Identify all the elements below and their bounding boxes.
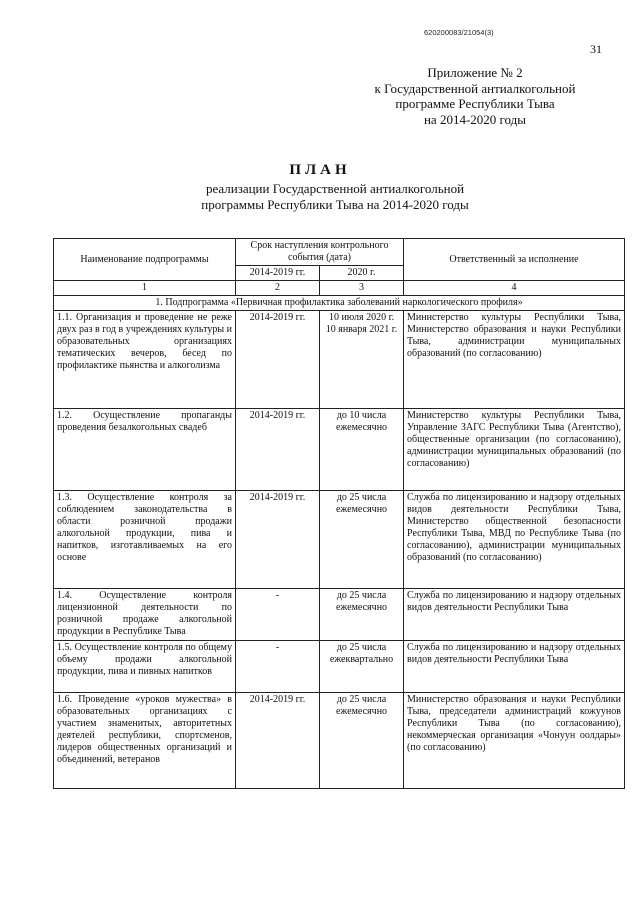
- document-title: ПЛАН: [289, 162, 351, 178]
- header-year-2020: 2020 г.: [320, 266, 404, 281]
- row-date-2020: до 10 числа ежемесячно: [320, 409, 404, 491]
- table-header-row: [54, 239, 625, 266]
- document-subtitle: [150, 181, 520, 213]
- row-responsible: Министерство образования и науки Республики Тыва, председатели администраций кожуунов Республики Тыва (по согласованию), некоммерческая организация «Чонуун оолдары» (по согласованию): [404, 693, 625, 789]
- table-row: [54, 491, 625, 589]
- date-value: 10 июля 2020 г.: [328, 312, 395, 323]
- row-period: -: [236, 589, 320, 641]
- table-row: [54, 641, 625, 693]
- section-row: [54, 296, 625, 311]
- row-name: 1.3. Осуществление контроля за соблюдением законодательства в области розничной продажи алкогольной продукции, пива и напитков, изготавливаемых на его основе: [54, 491, 236, 589]
- row-responsible: Министерство культуры Республики Тыва, Управление ЗАГС Республики Тыва (Агентство), общественные организации (по согласованию), администрации муниципальных образований (по согласованию): [404, 409, 625, 491]
- row-period: 2014-2019 гг.: [236, 693, 320, 789]
- row-period: 2014-2019 гг.: [236, 409, 320, 491]
- subtitle-line: реализации Государственной антиалкогольной: [205, 181, 465, 196]
- row-responsible: Служба по лицензированию и надзору отдельных видов деятельности Республики Тыва: [404, 589, 625, 641]
- header-period-2014-2019: 2014-2019 гг.: [236, 266, 320, 281]
- row-period: 2014-2019 гг.: [236, 311, 320, 409]
- row-name: 1.1. Организация и проведение не реже двух раз в год в учреждениях культуры и образовательных организациях тематических вечеров, бесед по профилактике пьянства и алкоголизма: [54, 311, 236, 409]
- row-period: -: [236, 641, 320, 693]
- section-title: 1. Подпрограмма «Первичная профилактика заболеваний наркологического профиля»: [54, 296, 625, 311]
- header-deadline: Срок наступления контрольного события (дата): [236, 239, 404, 266]
- row-date-2020: до 25 числа ежемесячно: [320, 693, 404, 789]
- page-number: 31: [590, 42, 602, 56]
- column-number: 1: [54, 281, 236, 296]
- column-number: 2: [236, 281, 320, 296]
- table-row: [54, 409, 625, 491]
- column-number: 4: [404, 281, 625, 296]
- row-name: 1.5. Осуществление контроля по общему объему продажи алкогольной продукции, пива и пивных напитков: [54, 641, 236, 693]
- column-number-row: [54, 281, 625, 296]
- table-row: [54, 311, 625, 409]
- header-responsible: Ответственный за исполнение: [404, 239, 625, 281]
- appendix-line: Приложение № 2: [427, 65, 523, 80]
- row-name: 1.2. Осуществление пропаганды проведения безалкогольных свадеб: [54, 409, 236, 491]
- date-value: 10 января 2021 г.: [325, 324, 398, 335]
- row-responsible: Министерство культуры Республики Тыва, Министерство образования и науки Республики Тыва, администрации муниципальных образований (по согласованию): [404, 311, 625, 409]
- subtitle-line: программы Республики Тыва на 2014-2020 годы: [201, 197, 469, 212]
- table-row: [54, 589, 625, 641]
- row-name: 1.6. Проведение «уроков мужества» в образовательных организациях с участием знаменитых, авторитетных деятелей республики, спортсменов, лидеров общественных организаций и объединений, ветеранов: [54, 693, 236, 789]
- row-date-2020: до 25 числа ежемесячно: [320, 491, 404, 589]
- row-responsible: Служба по лицензированию и надзору отдельных видов деятельности Республики Тыва: [404, 641, 625, 693]
- column-number: 3: [320, 281, 404, 296]
- appendix-line: программе Республики Тыва: [395, 96, 555, 111]
- appendix-line: на 2014-2020 годы: [423, 111, 527, 127]
- row-name: 1.4. Осуществление контроля лицензионной деятельности по розничной продаже алкогольной продукции в Республике Тыва: [54, 589, 236, 641]
- row-period: 2014-2019 гг.: [236, 491, 320, 589]
- appendix-caption: [340, 65, 610, 127]
- table-row: [54, 693, 625, 789]
- row-date-2020: до 25 числа ежеквартально: [320, 641, 404, 693]
- appendix-line: к Государственной антиалкогольной: [374, 80, 576, 96]
- header-subprogram-name: Наименование подпрограммы: [54, 239, 236, 281]
- document-number: 620200083/21054(3): [424, 28, 494, 37]
- row-date-2020: до 25 числа ежемесячно: [320, 589, 404, 641]
- row-date-2020: [320, 311, 404, 409]
- row-responsible: Служба по лицензированию и надзору отдельных видов деятельности Республики Тыва, Министерство общественной безопасности Республики Тыва, МВД по Республике Тыва (по согласованию), администрации муниципальных образований (по согласованию): [404, 491, 625, 589]
- plan-table: [53, 238, 625, 789]
